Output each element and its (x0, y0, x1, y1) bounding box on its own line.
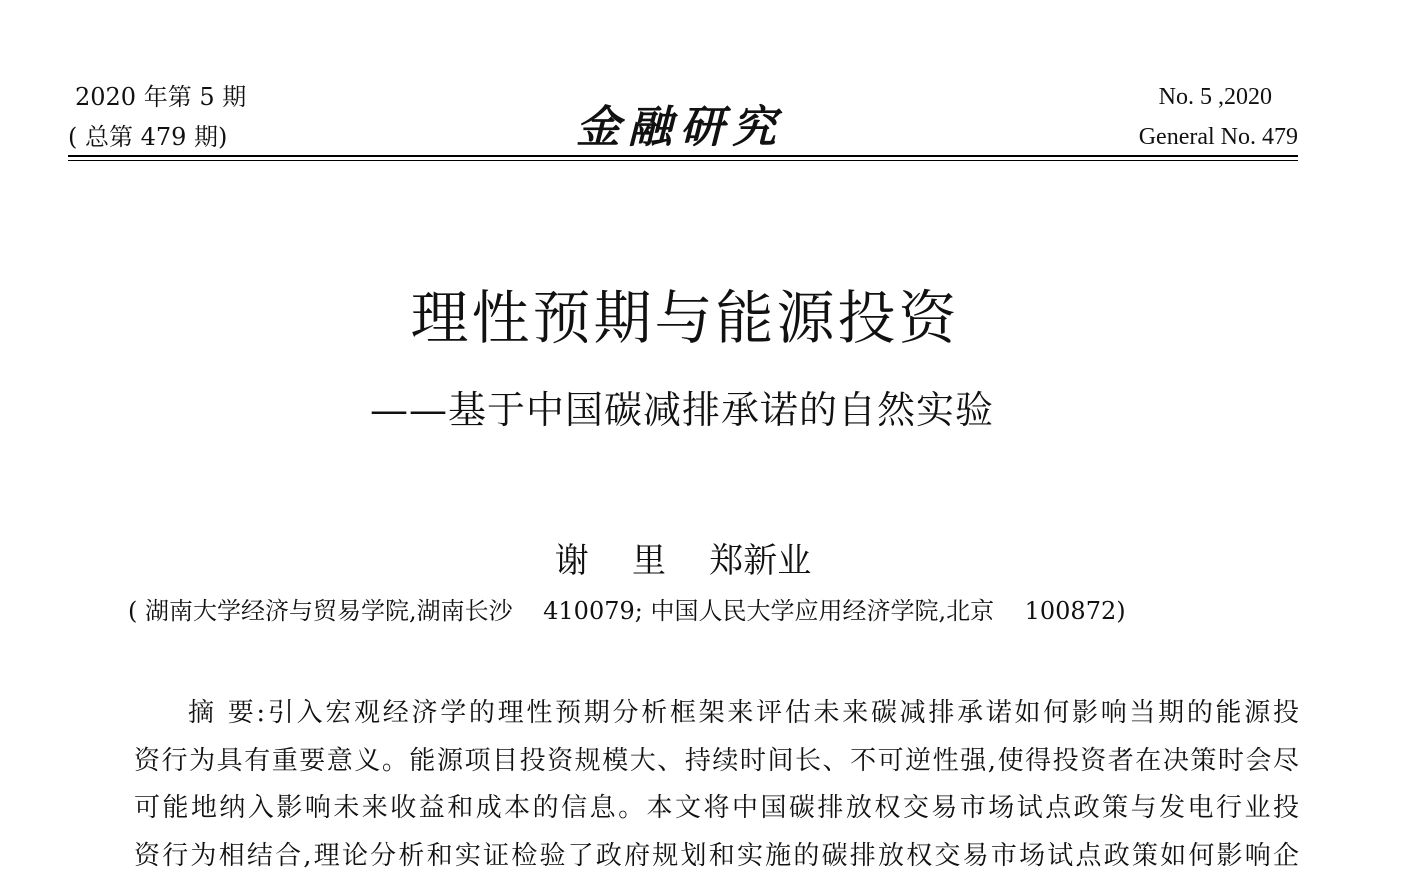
abstract-line (134, 690, 1299, 738)
abstract-text: 引入宏观经济学的理性预期分析框架来评估未来碳减排承诺如何影响当期的能源投 (265, 698, 1299, 728)
abstract-line: 可能地纳入影响未来收益和成本的信息。本文将中国碳排放权交易市场试点政策与发电行业投 (134, 785, 1299, 833)
header-rule-thin (68, 160, 1298, 161)
abstract (134, 690, 1299, 880)
issue-number-en: No. 5 ,2020 (1159, 82, 1272, 112)
article-subtitle: ——基于中国碳减排承诺的自然实验 (0, 386, 1364, 434)
author-affiliation: ( 湖南大学经济与贸易学院,湖南长沙 410079; 中国人民大学应用经济学院,北京 100872) (128, 595, 1308, 627)
abstract-line: 资行为具有重要意义。能源项目投资规模大、持续时间长、不可逆性强,使得投资者在决策时会尽 (134, 738, 1299, 786)
header-rule-thick (68, 155, 1298, 157)
journal-logo: 金融研究 (560, 100, 800, 156)
article-title: 理性预期与能源投资 (0, 282, 1370, 354)
general-number-en: General No. 479 (1139, 122, 1298, 152)
issue-number-cn: 2020 年第 5 期 (75, 82, 246, 112)
article-authors: 谢 里 郑新业 (0, 539, 1366, 583)
abstract-label: 摘 要: (188, 698, 265, 728)
total-issue-cn: ( 总第 479 期) (68, 122, 227, 152)
abstract-line: 资行为相结合,理论分析和实证检验了政府规划和实施的碳排放权交易市场试点政策如何影响企 (134, 833, 1299, 880)
